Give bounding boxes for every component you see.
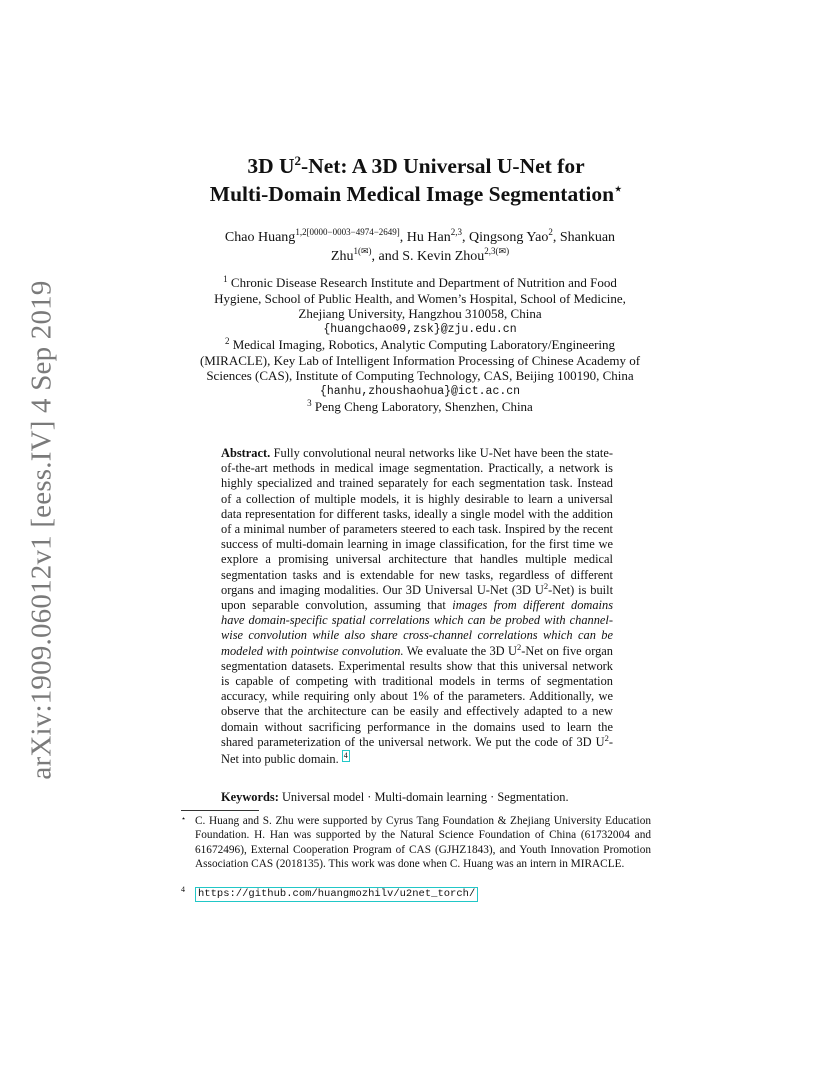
paper-title [100,152,732,208]
affil-2-line-2: (MIRACLE), Key Lab of Intelligent Information Processing of Chinese Academy of [199,352,641,368]
author-5-affil: 2,3(✉) [484,246,510,256]
keywords-label: Keywords: [221,790,279,804]
abstract-label: Abstract. [221,446,271,460]
footnote-star-text: C. Huang and S. Zhu were supported by Cyrus Tang Foundation & Zhejiang University Education Foundation. H. Han was supported by the Natural Science Foundation of China (61732004 and 61672496), External Cooperation Program of CAS (GJHZ1843), and Youth Innovation Promotion Association CAS (2018135). This work was done when C. Huang was an intern in MIRACLE. [195,815,651,870]
title-star: ⋆ [614,181,623,196]
affil-1-number: 1 [223,274,228,284]
abstract-sup-2: 2 [516,641,522,652]
author-4-cont: Zhu [330,249,354,264]
author-3-affil: 2 [548,227,553,237]
author-2-affil: 2,3 [450,227,462,237]
keywords [221,790,621,805]
author-2: , Hu Han [399,230,451,245]
author-4-affil: 1(✉) [353,246,372,256]
affil-3-number: 3 [307,398,312,408]
title-superscript: 2 [294,153,302,168]
footnote-star [181,814,651,871]
affiliation-2 [140,337,700,353]
affiliation-3 [140,399,700,415]
affil-2-line-3: Sciences (CAS), Institute of Computing Technology, CAS, Beijing 100190, China [206,368,634,383]
title-text-b: -Net: A 3D Universal U-Net for [301,154,585,178]
email-1: {huangchao09,zsk}@zju.edu.cn [323,322,517,336]
affiliations [140,275,700,415]
keywords-text: Universal model · Multi-domain learning · Segmentation. [281,790,569,804]
abstract-italic: images from different domains have domain-specific spatial correlations which can be probed with channel-wise convolution while also share cross-channel correlations which can be modeled with pointwise convolution. [221,598,614,658]
author-4: , Shankuan [552,230,616,245]
abstract [221,446,613,767]
author-5: , and S. Kevin Zhou [371,249,485,264]
title-line-2 [100,180,732,208]
email-2: {hanhu,zhoushaohua}@ict.ac.cn [319,384,521,398]
abstract-text-4: -Net on five organ segmentation datasets. Experimental results show that this universal network is capable of competing with traditional models in terms of segmentation accuracy, while requiring only about 1% of the parameters. Additionally, we observe that the architecture can be easily and effectively adapted to a new domain without sacrificing performance in the domains used to learn the shared parameterization of the universal network. We put the code of 3D U [221,643,614,749]
title-text-c: Multi-Domain Medical Image Segmentation [209,182,615,206]
author-1-affil: 1,2[0000−0003−4974−2649] [295,227,400,237]
footnote-star-mark: ⋆ [181,814,187,823]
title-line-1 [100,152,732,180]
footnote-4 [181,886,478,902]
abstract-text-5: -Net into public domain. [221,734,613,767]
footnote-4-link[interactable]: 4 [343,751,348,761]
code-url-link[interactable]: https://github.com/huangmozhilv/u2net_torch/ [195,887,478,902]
affiliation-1 [140,275,700,291]
abstract-text-1: Fully convolutional neural networks like U-Net have been the state-of-the-art methods in medical image segmentation. Practically, a network is highly specialized and trained separately for each segmentation task. Instead of a collection of multiple models, it is highly desirable to learn a universal data representation for different tasks, ideally a single model with the addition of a minimal number of parameters steered to each task. Inspired by the recent success of multi-domain learning in image classification, for the first time we explore a promising universal architecture that handles multiple medical segmentation tasks and is extendable for new tasks, regardless of different organs and imaging modalities. Our 3D Universal U-Net (3D U [221,446,613,597]
affil-3-text: Peng Cheng Laboratory, Shenzhen, China [314,399,533,414]
footnote-rule [181,810,259,811]
author-list [170,228,670,266]
title-text-a: 3D U [247,154,295,178]
affil-1-line-3: Zhejiang University, Hangzhou 310058, China [298,306,542,321]
abstract-sup-1: 2 [543,580,549,591]
affil-1-line-1: Chronic Disease Research Institute and Department of Nutrition and Food [230,275,617,290]
arxiv-stamp: arXiv:1909.06012v1 [eess.IV] 4 Sep 2019 [25,280,58,780]
footnote-4-mark: 4 [181,885,185,894]
abstract-sup-3: 2 [604,732,609,743]
abstract-text-2: -Net) is built upon separable convolution, assuming that [221,582,614,613]
affil-2-number: 2 [224,336,230,346]
abstract-text-3: We evaluate the 3D U [403,643,517,658]
affil-2-line-1: Medical Imaging, Robotics, Analytic Computing Laboratory/Engineering [232,337,616,352]
author-3: , Qingsong Yao [461,230,549,245]
author-1: Chao Huang [224,230,296,245]
affil-1-line-2: Hygiene, School of Public Health, and Women’s Hospital, School of Medicine, [214,290,626,306]
